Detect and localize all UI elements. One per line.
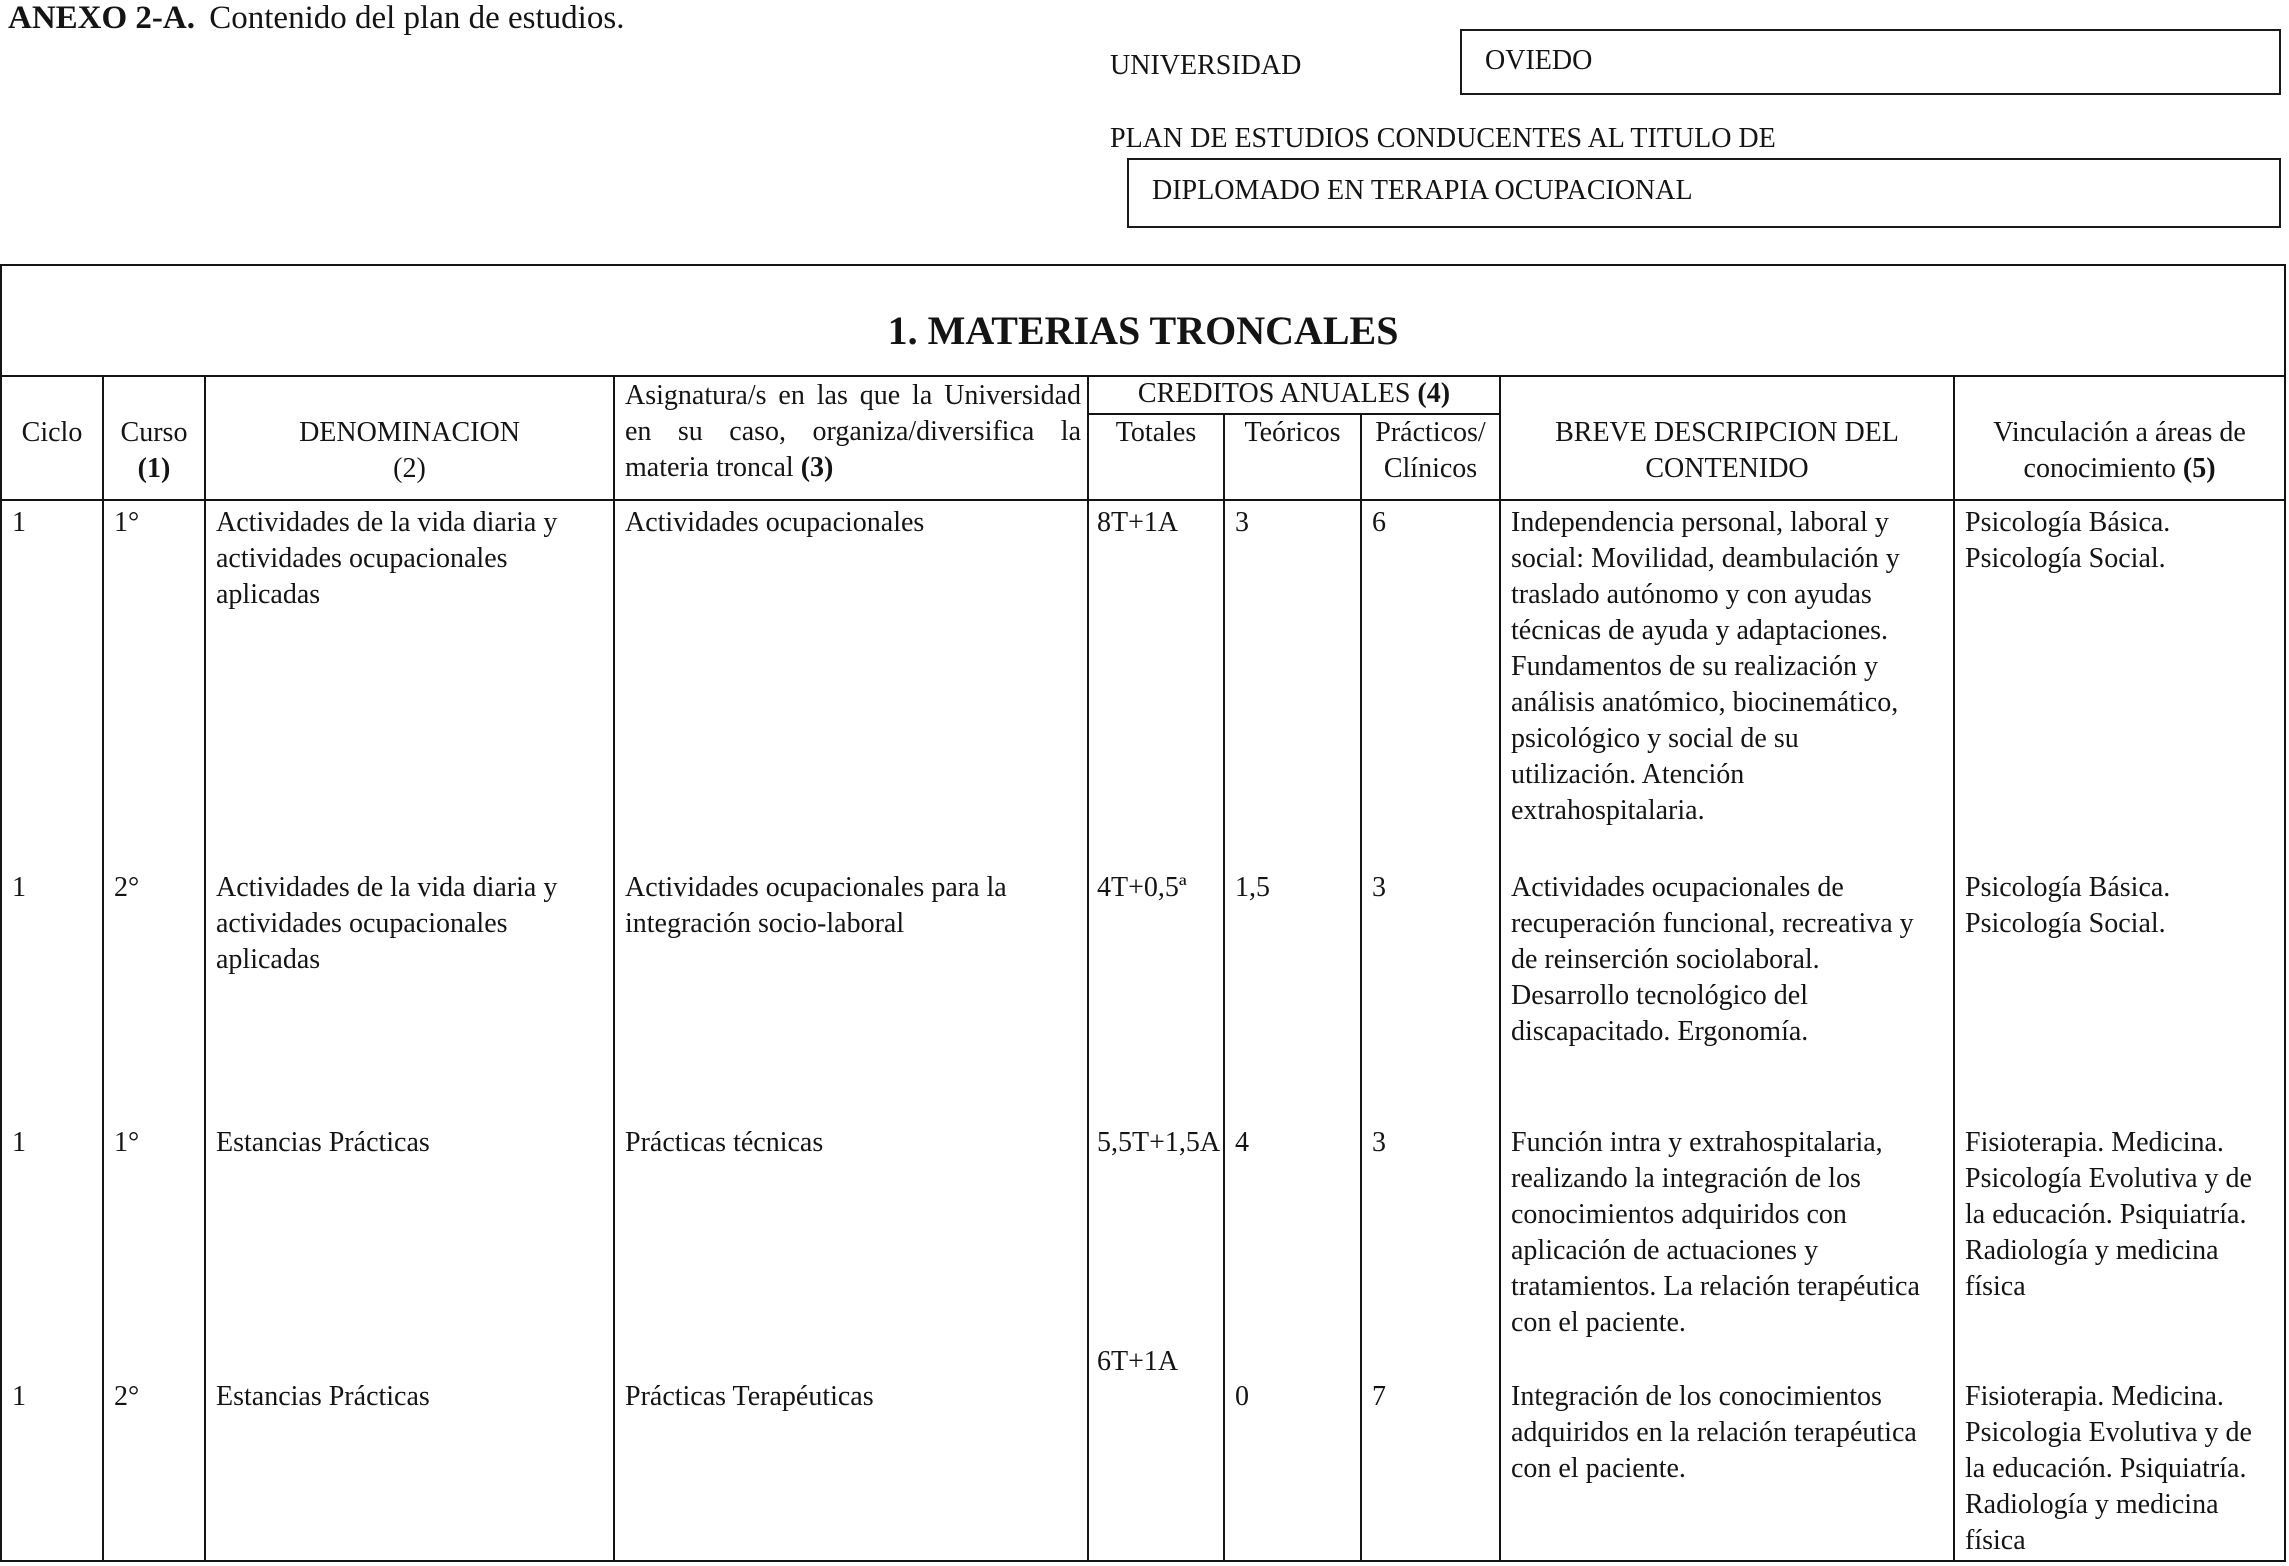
cell-denominacion: Actividades de la vida diaria y actividades ocupacionales aplicadas xyxy=(206,866,615,1121)
col-header-asignatura-note: (3) xyxy=(800,452,834,483)
table-row xyxy=(2,866,2284,1121)
cell-vinculacion: Fisioterapia. Medicina. Psicologia Evolutiva y de la educación. Psiquiatría. Radiología y medicina física xyxy=(1965,1381,2252,1556)
col-header-curso-note: (1) xyxy=(137,453,171,484)
cell-denominacion: Actividades de la vida diaria y actividades ocupacionales aplicadas xyxy=(206,501,615,866)
cell-practicos: 3 xyxy=(1362,866,1501,1121)
cell-asignatura: Actividades ocupacionales xyxy=(615,501,1089,866)
cell-vinculacion: Psicología Básica. Psicología Social. xyxy=(1965,872,2171,939)
university-label: UNIVERSIDAD xyxy=(1110,50,1302,81)
col-header-asignatura-line: en su caso, organiza/diversifica la xyxy=(625,416,1081,447)
col-header-practicos: Prácticos/ Clínicos xyxy=(1362,415,1501,501)
cell-teoricos: 4 xyxy=(1225,1121,1362,1341)
cell-asignatura: Prácticas Terapéuticas xyxy=(615,1341,1089,1560)
col-header-asignatura xyxy=(615,377,1089,501)
university-field: OVIEDO xyxy=(1460,29,2281,95)
col-header-asignatura-line: Asignatura/s en las que la Universidad xyxy=(625,380,1081,411)
cell-curso: 1° xyxy=(104,501,206,866)
cell-practicos: 6 xyxy=(1362,501,1501,866)
cell-descripcion: Integración de los conocimientos adquiridos en la relación terapéutica con el paciente. xyxy=(1501,1341,1955,1560)
col-header-vinculacion-note: (5) xyxy=(2182,453,2216,484)
col-header-denominacion xyxy=(206,377,615,501)
cell-ciclo: 1 xyxy=(2,866,104,1121)
col-header-descripcion: BREVE DESCRIPCION DEL CONTENIDO xyxy=(1501,377,1955,501)
cell-practicos: 7 xyxy=(1362,1341,1501,1560)
cell-descripcion: Actividades ocupacionales de recuperación funcional, recreativa y de reinserción sociolaboral. Desarrollo tecnológico del discapacitado. Ergonomía. xyxy=(1501,866,1955,1121)
col-header-creditos xyxy=(1089,377,1501,415)
plan-field: DIPLOMADO EN TERAPIA OCUPACIONAL xyxy=(1127,158,2281,228)
table-header-row xyxy=(2,377,2284,415)
col-header-vinculacion-label: Vinculación a áreas de conocimiento xyxy=(1993,417,2246,484)
cell-asignatura: Prácticas técnicas xyxy=(615,1121,1089,1341)
col-header-ciclo xyxy=(2,377,104,501)
cell-ciclo: 1 xyxy=(2,501,104,866)
cell-descripcion: Función intra y extrahospitalaria, realizando la integración de los conocimientos adquiridos con aplicación de actuaciones y tratamientos. La relación terapéutica con el paciente. xyxy=(1501,1121,1955,1341)
cell-totales: 4T+0,5ª xyxy=(1089,866,1225,1121)
col-header-creditos-label: CREDITOS ANUALES xyxy=(1137,378,1411,409)
cell-curso: 2° xyxy=(104,866,206,1121)
cell-totales: 6T+1A xyxy=(1089,1341,1225,1560)
cell-curso: 1° xyxy=(104,1121,206,1341)
cell-teoricos: 1,5 xyxy=(1225,866,1362,1121)
cell-vinculacion: Psicología Básica. Psicología Social. xyxy=(1965,507,2171,574)
col-header-denominacion-note: (2) xyxy=(393,453,426,484)
materias-troncales-table xyxy=(0,264,2286,1562)
col-header-curso xyxy=(104,377,206,501)
annex-title: Contenido del plan de estudios. xyxy=(209,0,625,36)
cell-descripcion: Independencia personal, laboral y social: Movilidad, deambulación y traslado autónomo y con ayudas técnicas de ayuda y adaptaciones. Fundamentos de su realización y análisis anatómico, biocinemático, psicológico y social de su utilización. Atención extrahospitalaria. xyxy=(1501,501,1955,866)
cell-vinculacion: Fisioterapia. Medicina. Psicología Evolutiva y de la educación. Psiquiatría. Radiología y medicina física xyxy=(1965,1127,2252,1302)
cell-practicos: 3 xyxy=(1362,1121,1501,1341)
cell-totales: 8T+1A xyxy=(1089,501,1225,866)
col-header-teoricos: Teóricos xyxy=(1225,415,1362,501)
col-header-denominacion-label: DENOMINACION xyxy=(299,417,520,448)
table-title-row xyxy=(2,266,2284,377)
col-header-totales: Totales xyxy=(1089,415,1225,501)
col-header-curso-label: Curso xyxy=(120,417,188,448)
cell-totales: 5,5T+1,5A xyxy=(1089,1121,1225,1341)
annex-label: ANEXO 2-A. xyxy=(8,0,195,36)
col-header-vinculacion xyxy=(1955,377,2284,501)
col-header-asignatura-line: materia troncal xyxy=(625,452,794,483)
cell-denominacion: Estancias Prácticas xyxy=(206,1341,615,1560)
col-header-ciclo-label: Ciclo xyxy=(21,417,83,448)
col-header-creditos-note: (4) xyxy=(1417,378,1451,409)
annex-heading xyxy=(8,0,624,36)
cell-teoricos: 3 xyxy=(1225,501,1362,866)
cell-ciclo: 1 xyxy=(2,1121,104,1341)
cell-teoricos: 0 xyxy=(1225,1341,1362,1560)
cell-asignatura: Actividades ocupacionales para la integración socio-laboral xyxy=(615,866,1089,1121)
plan-label: PLAN DE ESTUDIOS CONDUCENTES AL TITULO DE xyxy=(1110,123,1776,154)
cell-denominacion: Estancias Prácticas xyxy=(206,1121,615,1341)
cell-curso: 2° xyxy=(104,1341,206,1560)
section-title: 1. MATERIAS TRONCALES xyxy=(2,266,2284,377)
table-row xyxy=(2,1121,2284,1341)
table-row xyxy=(2,1341,2284,1560)
table-row xyxy=(2,501,2284,866)
cell-ciclo: 1 xyxy=(2,1341,104,1560)
